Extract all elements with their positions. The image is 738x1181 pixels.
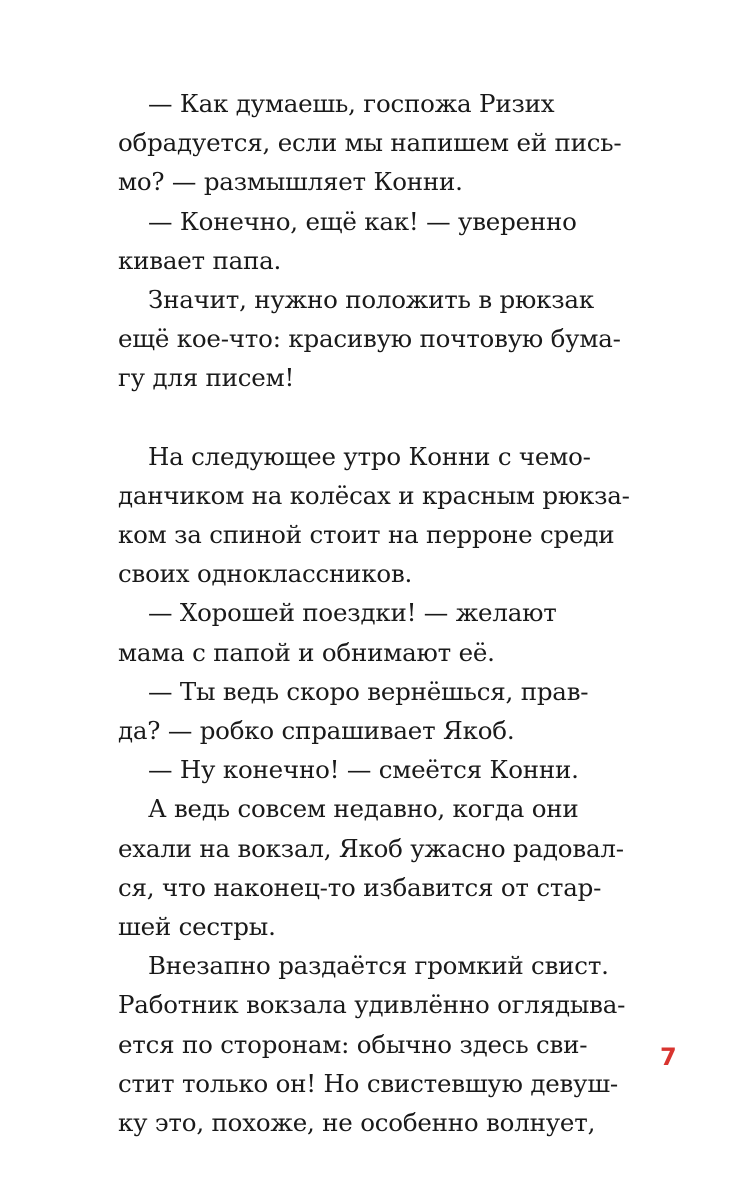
text-line: — Как думаешь, госпожа Ризих bbox=[148, 89, 555, 118]
text-line: ехали на вокзал, Якоб ужасно радовал- bbox=[118, 833, 624, 863]
text-line: ком за спиной стоит на перроне среди bbox=[118, 520, 615, 550]
text-line: своих одноклассников. bbox=[118, 559, 413, 589]
text-line: Внезапно раздаётся громкий свист. bbox=[148, 951, 609, 981]
text-line: ещё кое-что: красивую почтовую бума- bbox=[118, 324, 621, 354]
text-line: ку это, похоже, не особенно волнует, bbox=[118, 1107, 596, 1137]
text-line: кивает папа. bbox=[118, 245, 282, 275]
text-line: А ведь совсем недавно, когда они bbox=[148, 794, 579, 824]
text-line: мама с папой и обнимают её. bbox=[118, 637, 495, 667]
text-line: — Ты ведь скоро вернёшься, прав- bbox=[148, 676, 589, 706]
text-line: Значит, нужно положить в рюкзак bbox=[148, 284, 594, 314]
text-line: данчиком на колёсах и красным рюкза- bbox=[118, 480, 630, 510]
text-line: мо? — размышляет Конни. bbox=[118, 167, 463, 197]
text-line: обрадуется, если мы напишем ей пись- bbox=[118, 128, 622, 158]
paragraph bbox=[118, 593, 640, 671]
text-line: — Ну конечно! — смеётся Конни. bbox=[148, 755, 579, 785]
text-line: ется по сторонам: обычно здесь сви- bbox=[118, 1029, 588, 1059]
paragraph bbox=[118, 750, 640, 789]
text-line: стит только он! Но свистевшую девуш- bbox=[118, 1068, 618, 1098]
text-line: да? — робко спрашивает Якоб. bbox=[118, 716, 515, 745]
paragraph bbox=[118, 946, 640, 1142]
paragraph bbox=[118, 789, 640, 946]
text-line: ся, что наконец-то избавится от стар- bbox=[118, 872, 602, 902]
section-break bbox=[118, 398, 640, 437]
page-number: 7 bbox=[660, 1043, 677, 1071]
text-line: шей сестры. bbox=[118, 911, 276, 941]
text-line: — Конечно, ещё как! — уверенно bbox=[148, 206, 577, 236]
text-line: На следующее утро Конни с чемо- bbox=[148, 441, 591, 471]
page-body bbox=[118, 84, 640, 1142]
paragraph bbox=[118, 280, 640, 398]
text-line: Работник вокзала удивлённо оглядыва- bbox=[118, 990, 626, 1020]
paragraph bbox=[118, 84, 640, 202]
text-line: — Хорошей поездки! — желают bbox=[148, 598, 557, 628]
paragraph bbox=[118, 672, 640, 750]
paragraph bbox=[118, 202, 640, 280]
text-line: гу для писем! bbox=[118, 363, 295, 393]
paragraph bbox=[118, 437, 640, 594]
